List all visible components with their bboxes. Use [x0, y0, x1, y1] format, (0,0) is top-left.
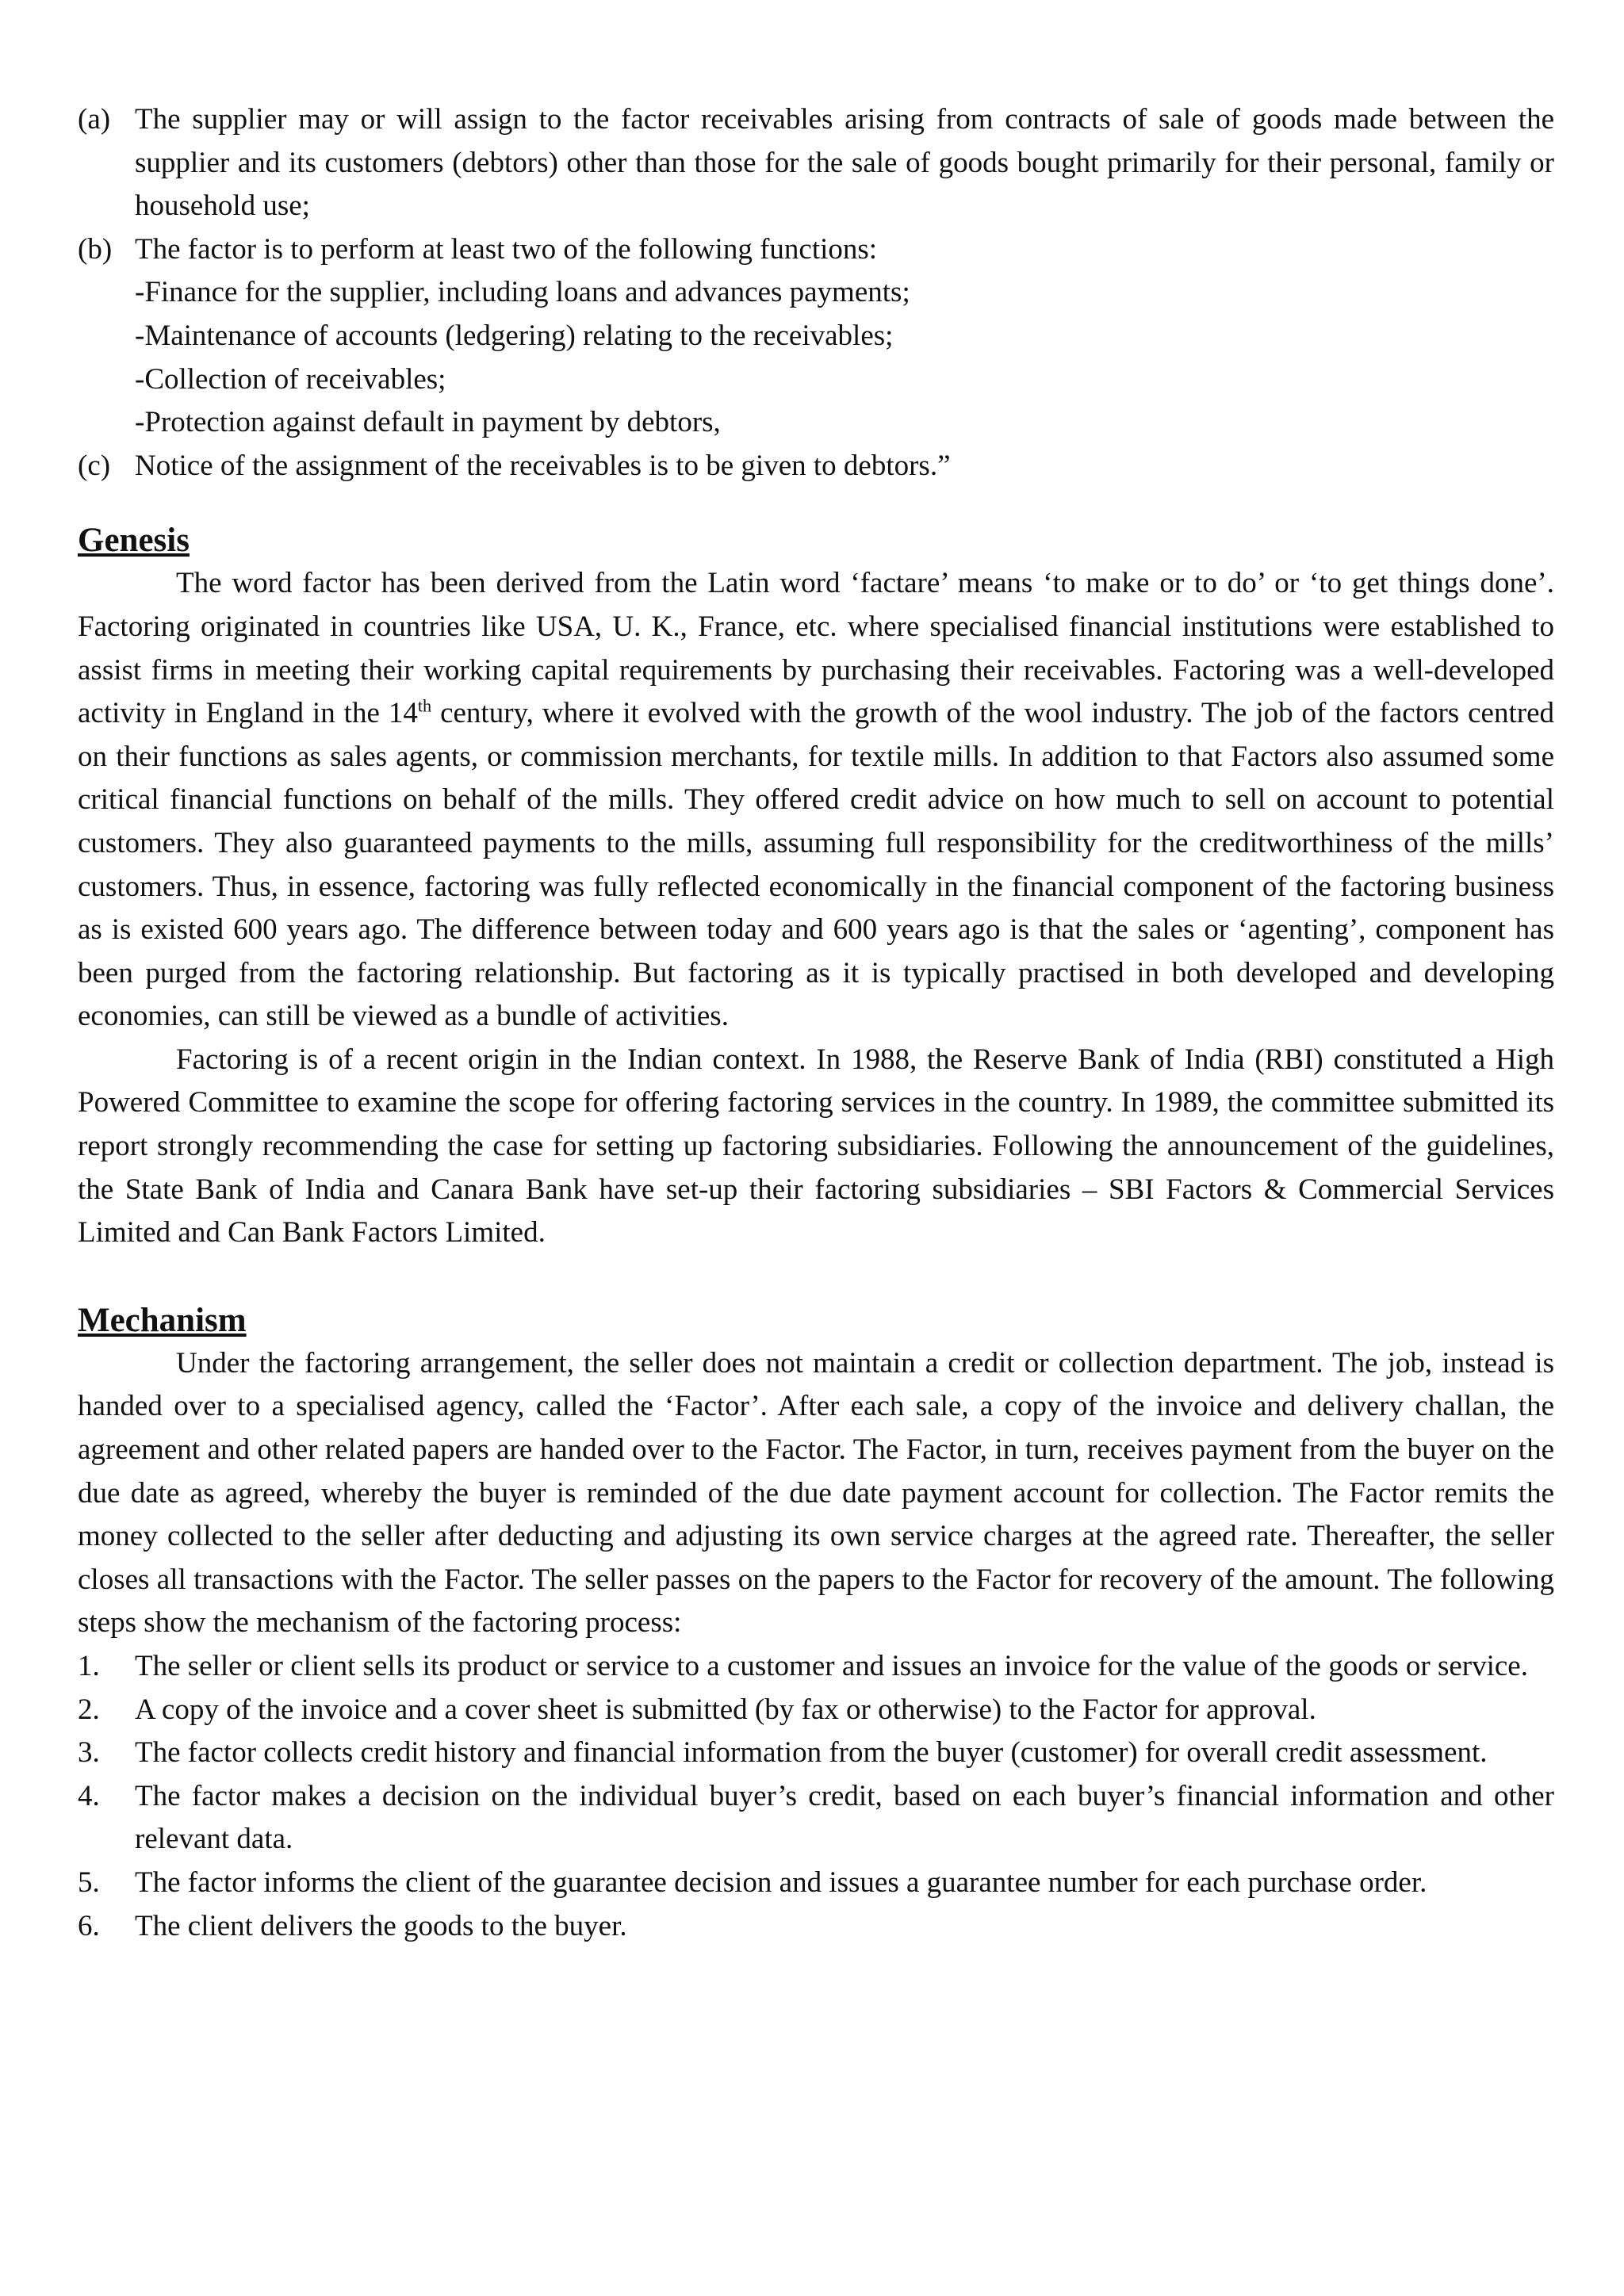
steps-list: [78, 1645, 1554, 1948]
list-item-text: A copy of the invoice and a cover sheet is submitted (by fax or otherwise) to the Factor for approval.: [135, 1693, 1316, 1726]
list-item-text: The factor informs the client of the guarantee decision and issues a guarantee number for each purchase order.: [135, 1866, 1427, 1899]
function-item: -Protection against default in payment by debtors,: [135, 406, 721, 439]
genesis-paragraph-2: Factoring is of a recent origin in the Indian context. In 1988, the Reserve Bank of India (RBI) constituted a High Powered Committee to examine the scope for offering factoring services in the country. In 1989, the committee submitted its report strongly recommending the case for setting up factoring subsidiaries. Following the announcement of the guidelines, the State Bank of India and Canara Bank have set-up their factoring subsidiaries – SBI Factors & Commercial Services Limited and Can Bank Factors Limited.: [78, 1043, 1554, 1249]
list-marker: 3.: [78, 1736, 100, 1770]
function-item: -Finance for the supplier, including loans and advances payments;: [135, 276, 910, 309]
genesis-heading: Genesis: [78, 522, 190, 560]
list-marker: (a): [78, 103, 111, 136]
function-item: -Maintenance of accounts (ledgering) relating to the receivables;: [135, 319, 894, 352]
mechanism-paragraph: Under the factoring arrangement, the seller does not maintain a credit or collection department. The job, instead is handed over to a specialised agency, called the ‘Factor’. After each sale, a copy of the invoice and delivery challan, the agreement and other related papers are handed over to the Factor. The Factor, in turn, receives payment from the buyer on the due date as agreed, whereby the buyer is reminded of the due date payment account for collection. The Factor remits the money collected to the seller after deducting and adjusting its own service charges at the agreed rate. Thereafter, the seller closes all transactions with the Factor. The seller passes on the papers to the Factor for recovery of the amount. The following steps show the mechanism of the factoring process:: [78, 1346, 1554, 1640]
list-item-text: The factor collects credit history and financial information from the buyer (customer) for overall credit assessment.: [135, 1736, 1488, 1770]
list-marker: 6.: [78, 1909, 100, 1942]
list-item: [78, 1775, 1554, 1862]
list-marker: (c): [78, 449, 111, 482]
list-item-text: The supplier may or will assign to the factor receivables arising from contracts of sale of goods made between the supplier and its customers (debtors) other than those for the sale of goods bought primarily for their personal, family or household use;: [135, 103, 1554, 223]
list-item: [78, 1689, 1554, 1732]
list-item-text: The client delivers the goods to the buyer.: [135, 1909, 627, 1942]
list-item-text: The factor makes a decision on the individual buyer’s credit, based on each buyer’s financial information and other relevant data.: [135, 1779, 1554, 1856]
list-marker: 5.: [78, 1866, 100, 1899]
list-marker: (b): [78, 232, 113, 266]
list-item-text: Notice of the assignment of the receivables is to be given to debtors.”: [135, 449, 951, 482]
list-item-text: The factor is to perform at least two of the following functions:: [135, 232, 878, 266]
list-item: [78, 1862, 1554, 1905]
list-item: [78, 1732, 1554, 1775]
document-page: [78, 98, 1554, 1948]
list-marker: 4.: [78, 1779, 100, 1812]
list-item: [78, 98, 1554, 228]
list-item: [78, 228, 1554, 445]
list-item-text: The seller or client sells its product or service to a customer and issues an invoice for the value of the goods or service.: [135, 1650, 1528, 1682]
list-item: [78, 1645, 1554, 1689]
list-marker: 2.: [78, 1693, 100, 1726]
intro-list: [78, 98, 1554, 488]
list-item: [78, 1905, 1554, 1949]
function-item: -Collection of receivables;: [135, 362, 446, 396]
genesis-paragraph-1: The word factor has been derived from the Latin word ‘factare’ means ‘to make or to do’ or ‘to get things done’. Factoring originated in countries like USA, U. K., France, etc. where specialised financial institutions were established to assist firms in meeting their working capital requirements by purchasing their receivables. Factoring was a well-developed activity in England in the 14th century, where it evolved with the growth of the wool industry. The job of the factors centred on their functions as sales agents, or commission merchants, for textile mills. In addition to that Factors also assumed some critical financial functions on behalf of the mills. They offered credit advice on how much to sell on account to potential customers. They also guaranteed payments to the mills, assuming full responsibility for the creditworthiness of the mills’ customers. Thus, in essence, factoring was fully reflected economically in the financial component of the factoring business as is existed 600 years ago. The difference between today and 600 years ago is that the sales or ‘agenting’, component has been purged from the factoring relationship. But factoring as it is typically practised in both developed and developing economies, can still be viewed as a bundle of activities.: [78, 567, 1555, 1033]
mechanism-heading: Mechanism: [78, 1301, 247, 1339]
list-item: [78, 445, 1554, 488]
list-marker: 1.: [78, 1650, 100, 1682]
